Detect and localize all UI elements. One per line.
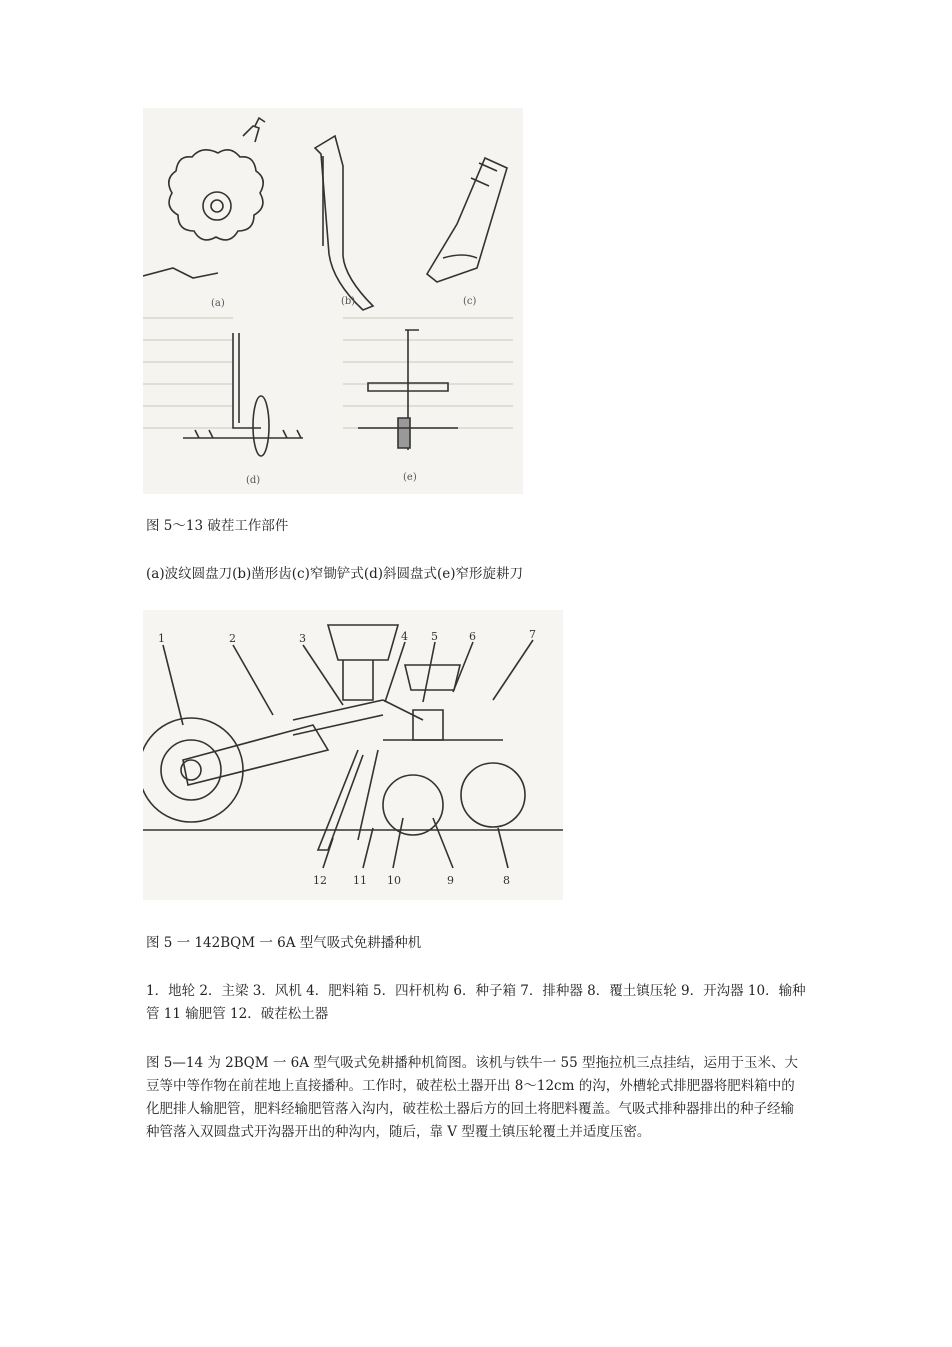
figure2-legend: 1．地轮 2．主梁 3．风机 4．肥料箱 5．四杆机构 6．种子箱 7．排种器 8．覆土镇压轮 9．开沟器 10．输种管 11 输肥管 12．破茬松土器 <box>146 983 806 1022</box>
part-number-7: 7 <box>529 628 536 641</box>
figure-no-till-planter <box>143 610 563 900</box>
figure1-subcaption: (a)波纹圆盘刀(b)凿形齿(c)窄锄铲式(d)斜圆盘式(e)窄形旋耕刀 <box>146 566 524 582</box>
part-number-11: 11 <box>353 874 367 887</box>
part-number-4: 4 <box>401 630 408 643</box>
part-number-1: 1 <box>158 632 165 645</box>
part-number-5: 5 <box>431 630 438 643</box>
panel-label-b: (b) <box>341 296 356 307</box>
body-paragraph: 图 5—14 为 2BQM 一 6A 型气吸式免耕播种机简图。该机与铁牛一 55 型拖拉机三点挂结，运用于玉米、大豆等中等作物在前茬地上直接播种。工作时，破茬松土器开出 8～12cm 的沟，外槽轮式排肥器将肥料箱中的化肥排人输肥管，肥料经输肥管落入沟内，破茬松土器后方的回土将肥料覆盖。气吸式排种器排出的种子经输种管落入双圆盘式开沟器开出的种沟内，随后，靠 V 型覆土镇压轮覆土并适度压密。 <box>146 1055 799 1140</box>
part-number-2: 2 <box>229 632 236 645</box>
part-number-10: 10 <box>387 874 401 887</box>
figure1-caption: 图 5～13 破茬工作部件 <box>146 518 289 534</box>
part-number-12: 12 <box>313 874 327 887</box>
part-number-3: 3 <box>299 632 306 645</box>
figure2-caption: 图 5 一 142BQM 一 6A 型气吸式免耕播种机 <box>146 935 422 951</box>
part-number-6: 6 <box>469 630 476 643</box>
panel-label-c: (c) <box>463 296 477 307</box>
part-number-8: 8 <box>503 874 510 887</box>
panel-label-a: (a) <box>211 298 225 309</box>
part-number-9: 9 <box>447 874 454 887</box>
panel-label-d: (d) <box>246 475 261 486</box>
figure-stubble-breaking-parts <box>143 108 523 494</box>
panel-label-e: (e) <box>403 472 417 483</box>
